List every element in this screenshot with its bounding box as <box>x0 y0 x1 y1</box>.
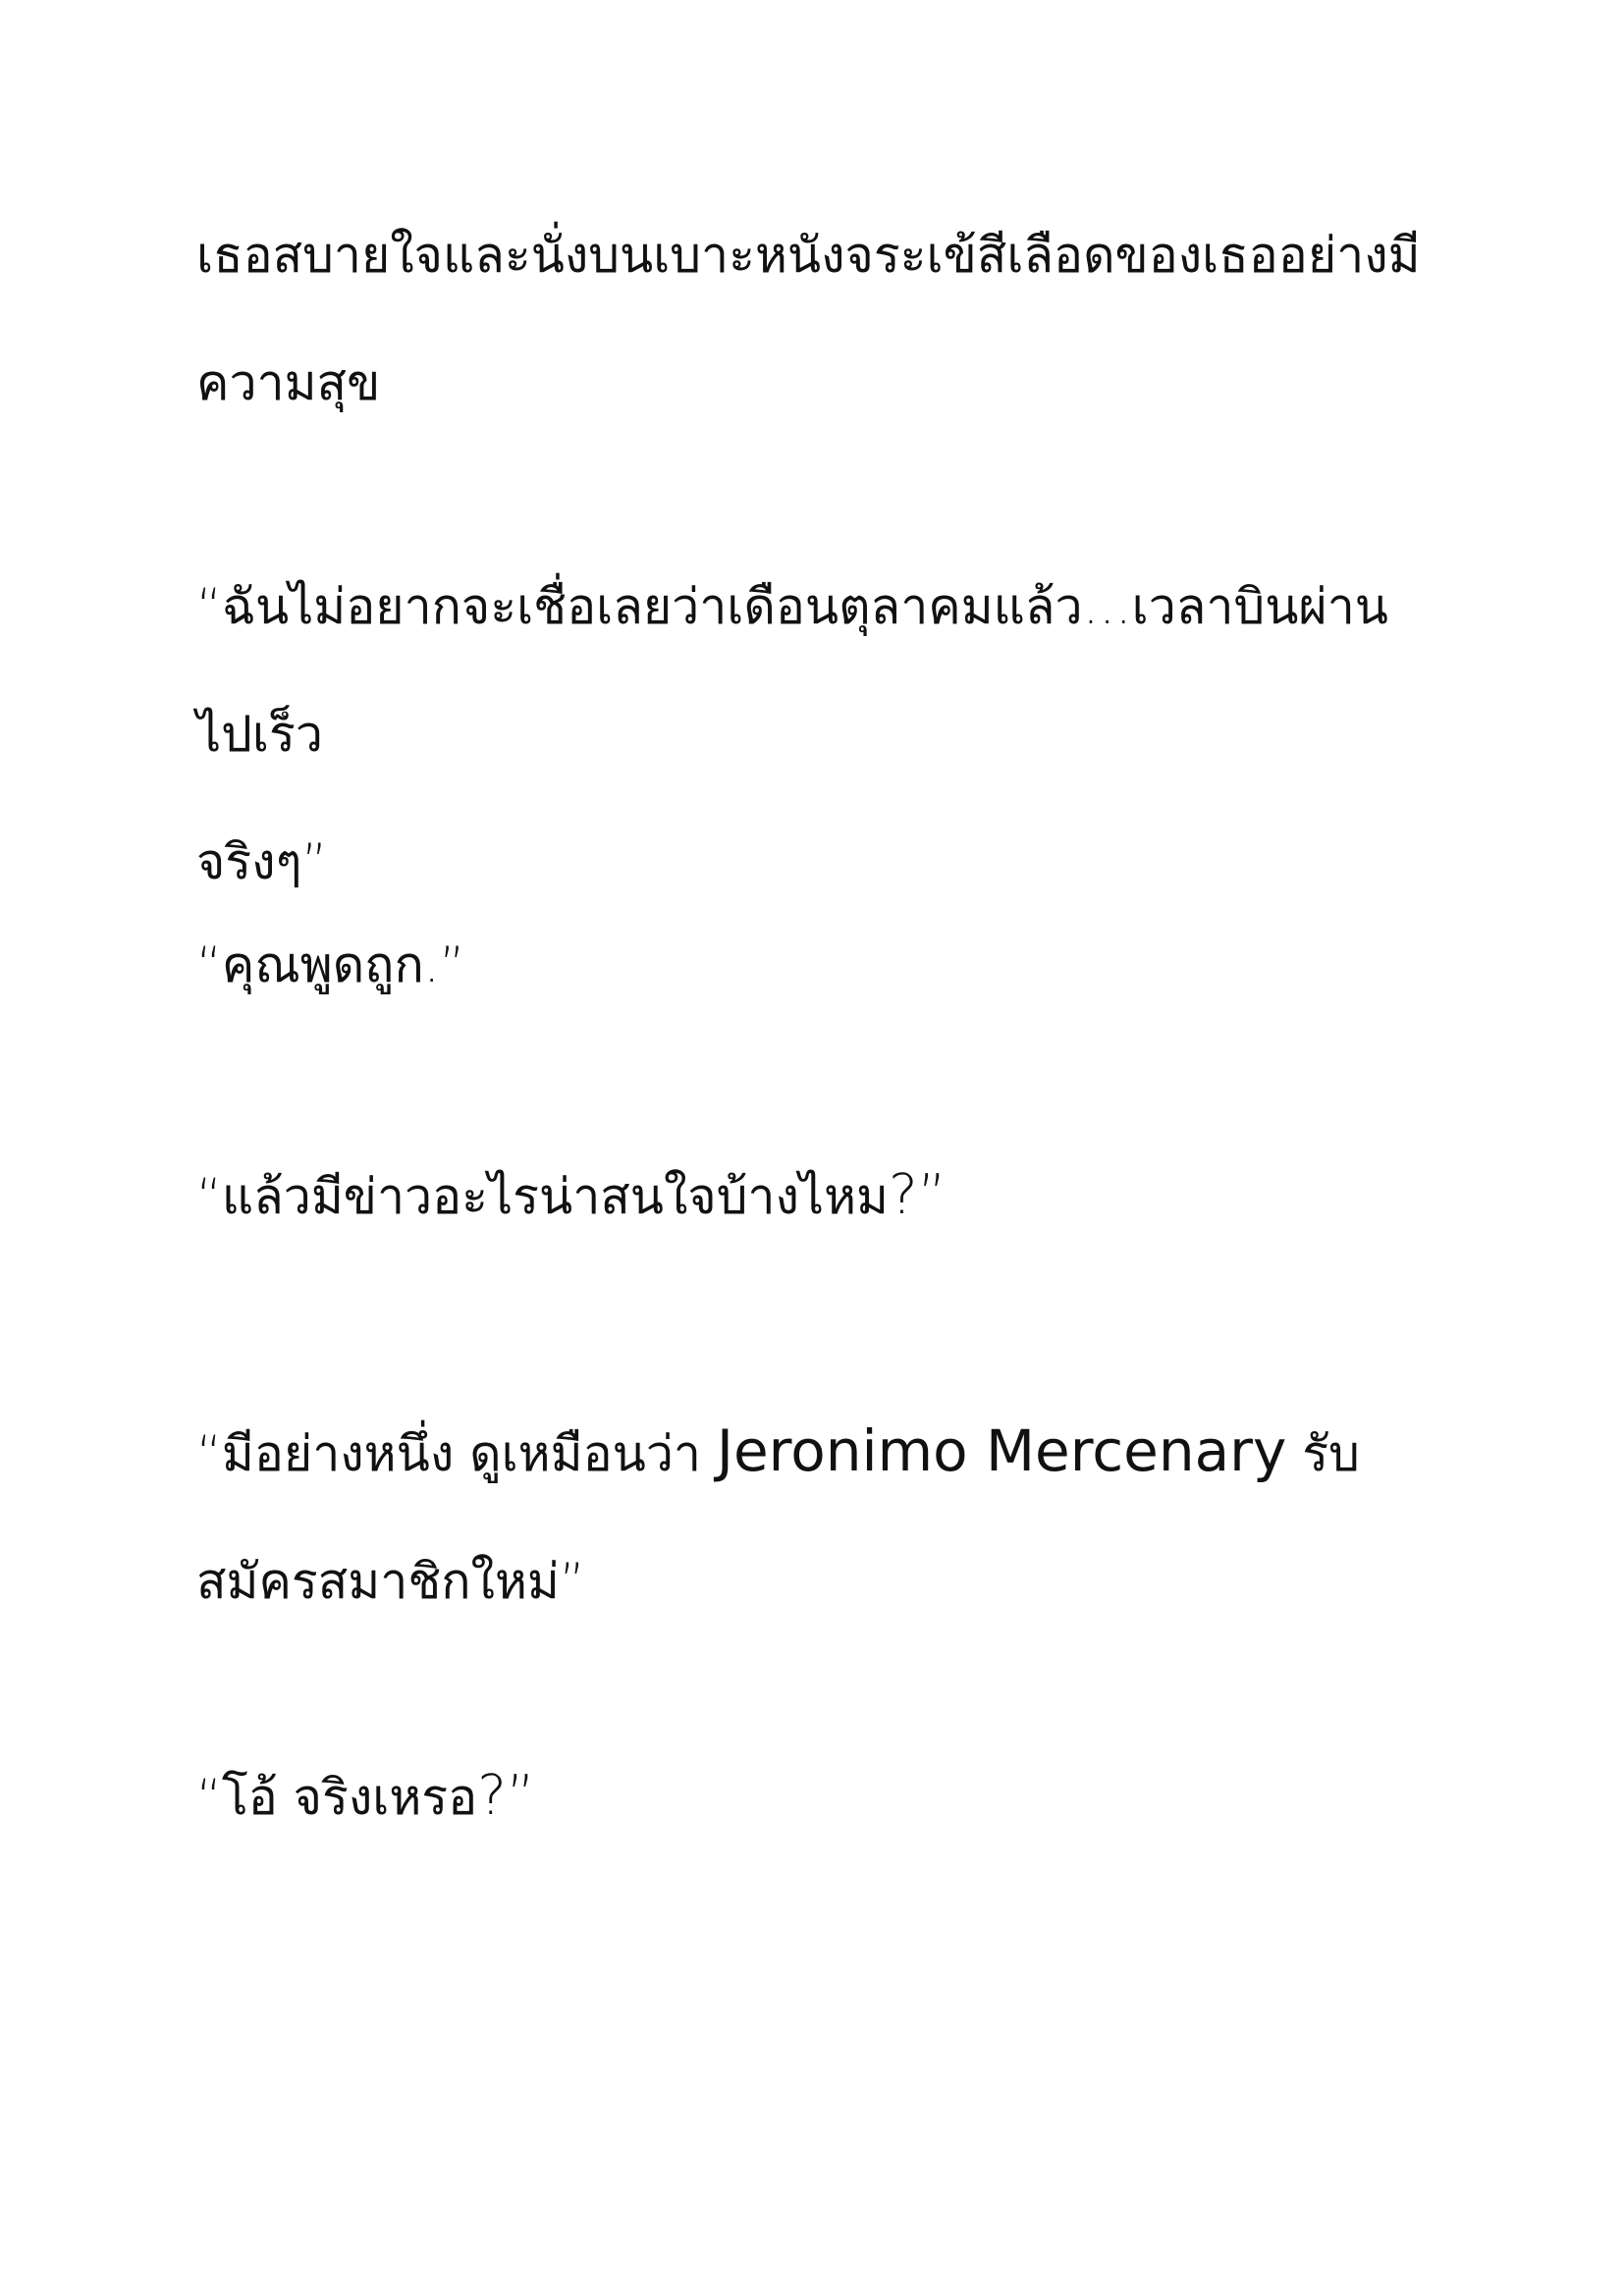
paragraph-dialogue-agree <box>196 901 1434 1029</box>
paragraph-line: จริงๆ” <box>196 833 328 890</box>
paragraph-text: “แล้วมีข่าวอะไรน่าสนใจบ้างไหม <box>196 1168 889 1225</box>
paragraph-text: “มีอย่างหนึ่ง ดูเหมือนว่า <box>196 1425 717 1482</box>
paragraph-line: “คุณพูดถูก.” <box>196 936 465 993</box>
paragraph-line: เธอสบายใจและนั่งบนเบาะหนังจระเข้สีเลือดของเธออย่างมี <box>196 227 1421 284</box>
paragraph-text: รับ <box>1286 1425 1360 1482</box>
question-mark: ?” <box>888 1163 947 1227</box>
paragraph-narration <box>196 191 1434 447</box>
paragraph-dialogue-october <box>196 543 1434 926</box>
paragraph-text: “โอ้ จริงเหรอ <box>196 1769 478 1826</box>
paragraph-dialogue-mercenary <box>196 1387 1434 1645</box>
latin-name: Jeronimo Mercenary <box>716 1417 1287 1484</box>
question-mark: ?” <box>477 1764 535 1828</box>
paragraph-dialogue-news-question <box>196 1132 1434 1260</box>
paragraph-dialogue-really <box>196 1733 1434 1861</box>
paragraph-line: สมัครสมาชิกใหม่” <box>196 1553 585 1610</box>
paragraph-line: “ฉันไม่อยากจะเชื่อเลยว่าเดือนตุลาคมแล้ว…เวลาบินผ่านไปเร็ว <box>196 578 1388 763</box>
paragraph-line: ความสุข <box>196 354 381 411</box>
